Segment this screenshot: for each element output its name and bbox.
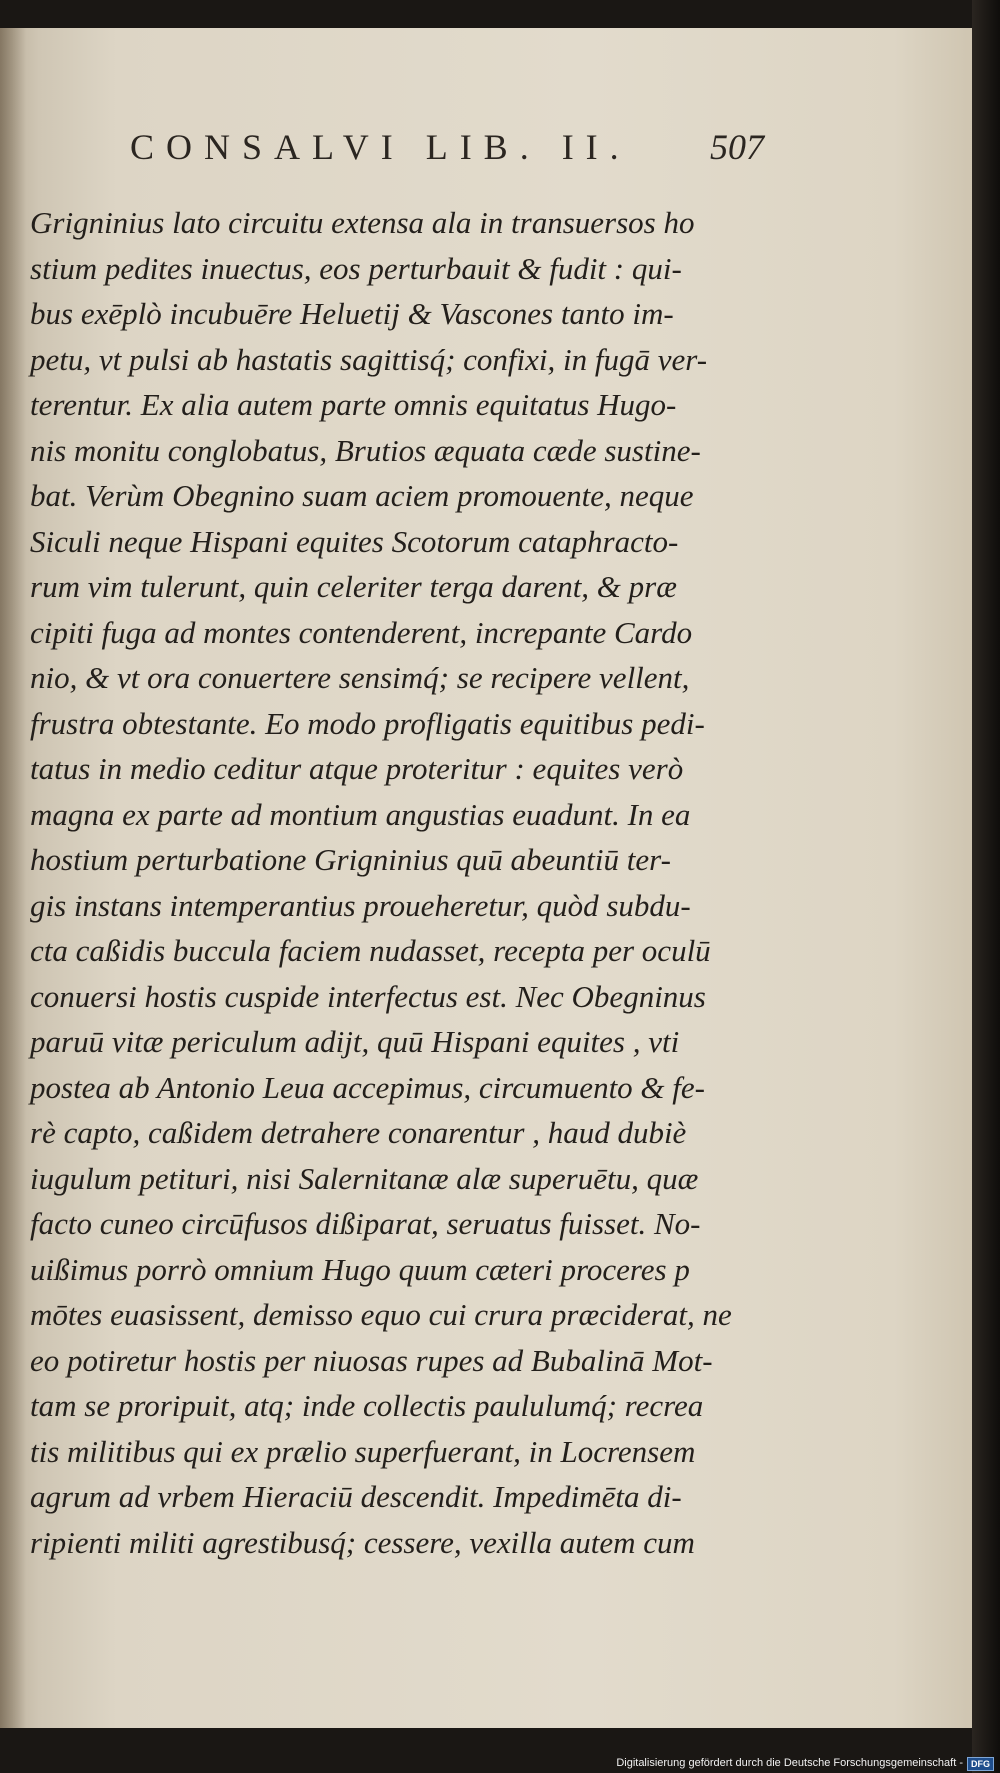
text-line: uißimus porrò omnium Hugo quum cæteri proceres p: [30, 1251, 690, 1287]
text-line: Siculi neque Hispani equites Scotorum cataphracto-: [30, 523, 679, 559]
text-line: petu, vt pulsi ab hastatis sagittisq́; confixi, in fugā ver-: [30, 341, 708, 377]
text-line: bat. Verùm Obegnino suam aciem promouente, neque: [30, 478, 694, 513]
text-line: hostium perturbatione Grigninius quū abeuntiū ter-: [30, 842, 671, 877]
text-line: magna ex parte ad montium angustias euadunt. In ea: [30, 796, 691, 832]
dfg-logo: DFG: [967, 1757, 994, 1771]
text-line: rè capto, caßidem detrahere conarentur , haud dubiè: [30, 1115, 687, 1150]
text-line: nio, & vt ora conuertere sensimq́; se recipere vellent,: [30, 660, 690, 695]
text-line: agrum ad vrbem Hieraciū descendit. Impedimēta di-: [30, 1479, 682, 1514]
text-line: iugulum petituri, nisi Salernitanæ alæ superuētu, quæ: [30, 1160, 699, 1196]
digitization-credit: [616, 1756, 994, 1771]
page-header: [130, 126, 770, 176]
text-line: paruū vitæ periculum adijt, quū Hispani equites , vti: [30, 1024, 680, 1059]
book-page: [0, 28, 972, 1728]
text-line: conuersi hostis cuspide interfectus est. Nec Obegninus: [30, 978, 706, 1014]
text-line: postea ab Antonio Leua accepimus, circumuento & fe-: [30, 1069, 705, 1105]
text-line: eo potiretur hostis per niuosas rupes ad Bubalinā Mot-: [30, 1342, 713, 1378]
text-line: facto cuneo circūfusos dißiparat, seruatus fuisset. No-: [30, 1206, 701, 1241]
text-line: tis militibus qui ex prælio superfuerant, in Locrensem: [30, 1433, 696, 1469]
text-line: frustra obtestante. Eo modo profligatis equitibus pedi-: [30, 705, 705, 741]
text-line: ripienti militi agrestibusq́; cessere, vexilla autem cum: [30, 1524, 695, 1560]
running-head: CONSALVI LIB. II.: [130, 127, 631, 167]
text-line: rum vim tulerunt, quin celeriter terga darent, & præ: [30, 569, 677, 604]
text-line: tam se proripuit, atq; inde collectis paululumq́; recrea: [30, 1388, 704, 1423]
credit-text: Digitalisierung gefördert durch die Deutsche Forschungsgemeinschaft -: [616, 1757, 963, 1769]
text-line: cta caßidis buccula faciem nudasset, recepta per oculū: [30, 933, 711, 968]
text-line: bus exēplò incubuēre Heluetij & Vascones tanto im-: [30, 296, 674, 331]
text-line: gis instans intemperantius proueheretur, quòd subdu-: [30, 887, 691, 923]
gutter-shadow: [0, 28, 26, 1728]
text-line: Grigninius lato circuitu extensa ala in transuersos ho: [30, 205, 695, 240]
text-line: tatus in medio ceditur atque proteritur : equites verò: [30, 751, 684, 786]
text-line: mōtes euasissent, demisso equo cui crura præciderat, ne: [30, 1297, 732, 1332]
body-text: [30, 200, 770, 1565]
scan-border: [972, 0, 1000, 1773]
text-line: nis monitu conglobatus, Brutios æquata cæde sustine-: [30, 432, 701, 468]
text-line: stium pedites inuectus, eos perturbauit & fudit : qui-: [30, 250, 682, 286]
page-number: 507: [710, 127, 764, 167]
text-line: terentur. Ex alia autem parte omnis equitatus Hugo-: [30, 387, 677, 422]
text-line: cipiti fuga ad montes contenderent, increpante Cardo: [30, 614, 693, 650]
